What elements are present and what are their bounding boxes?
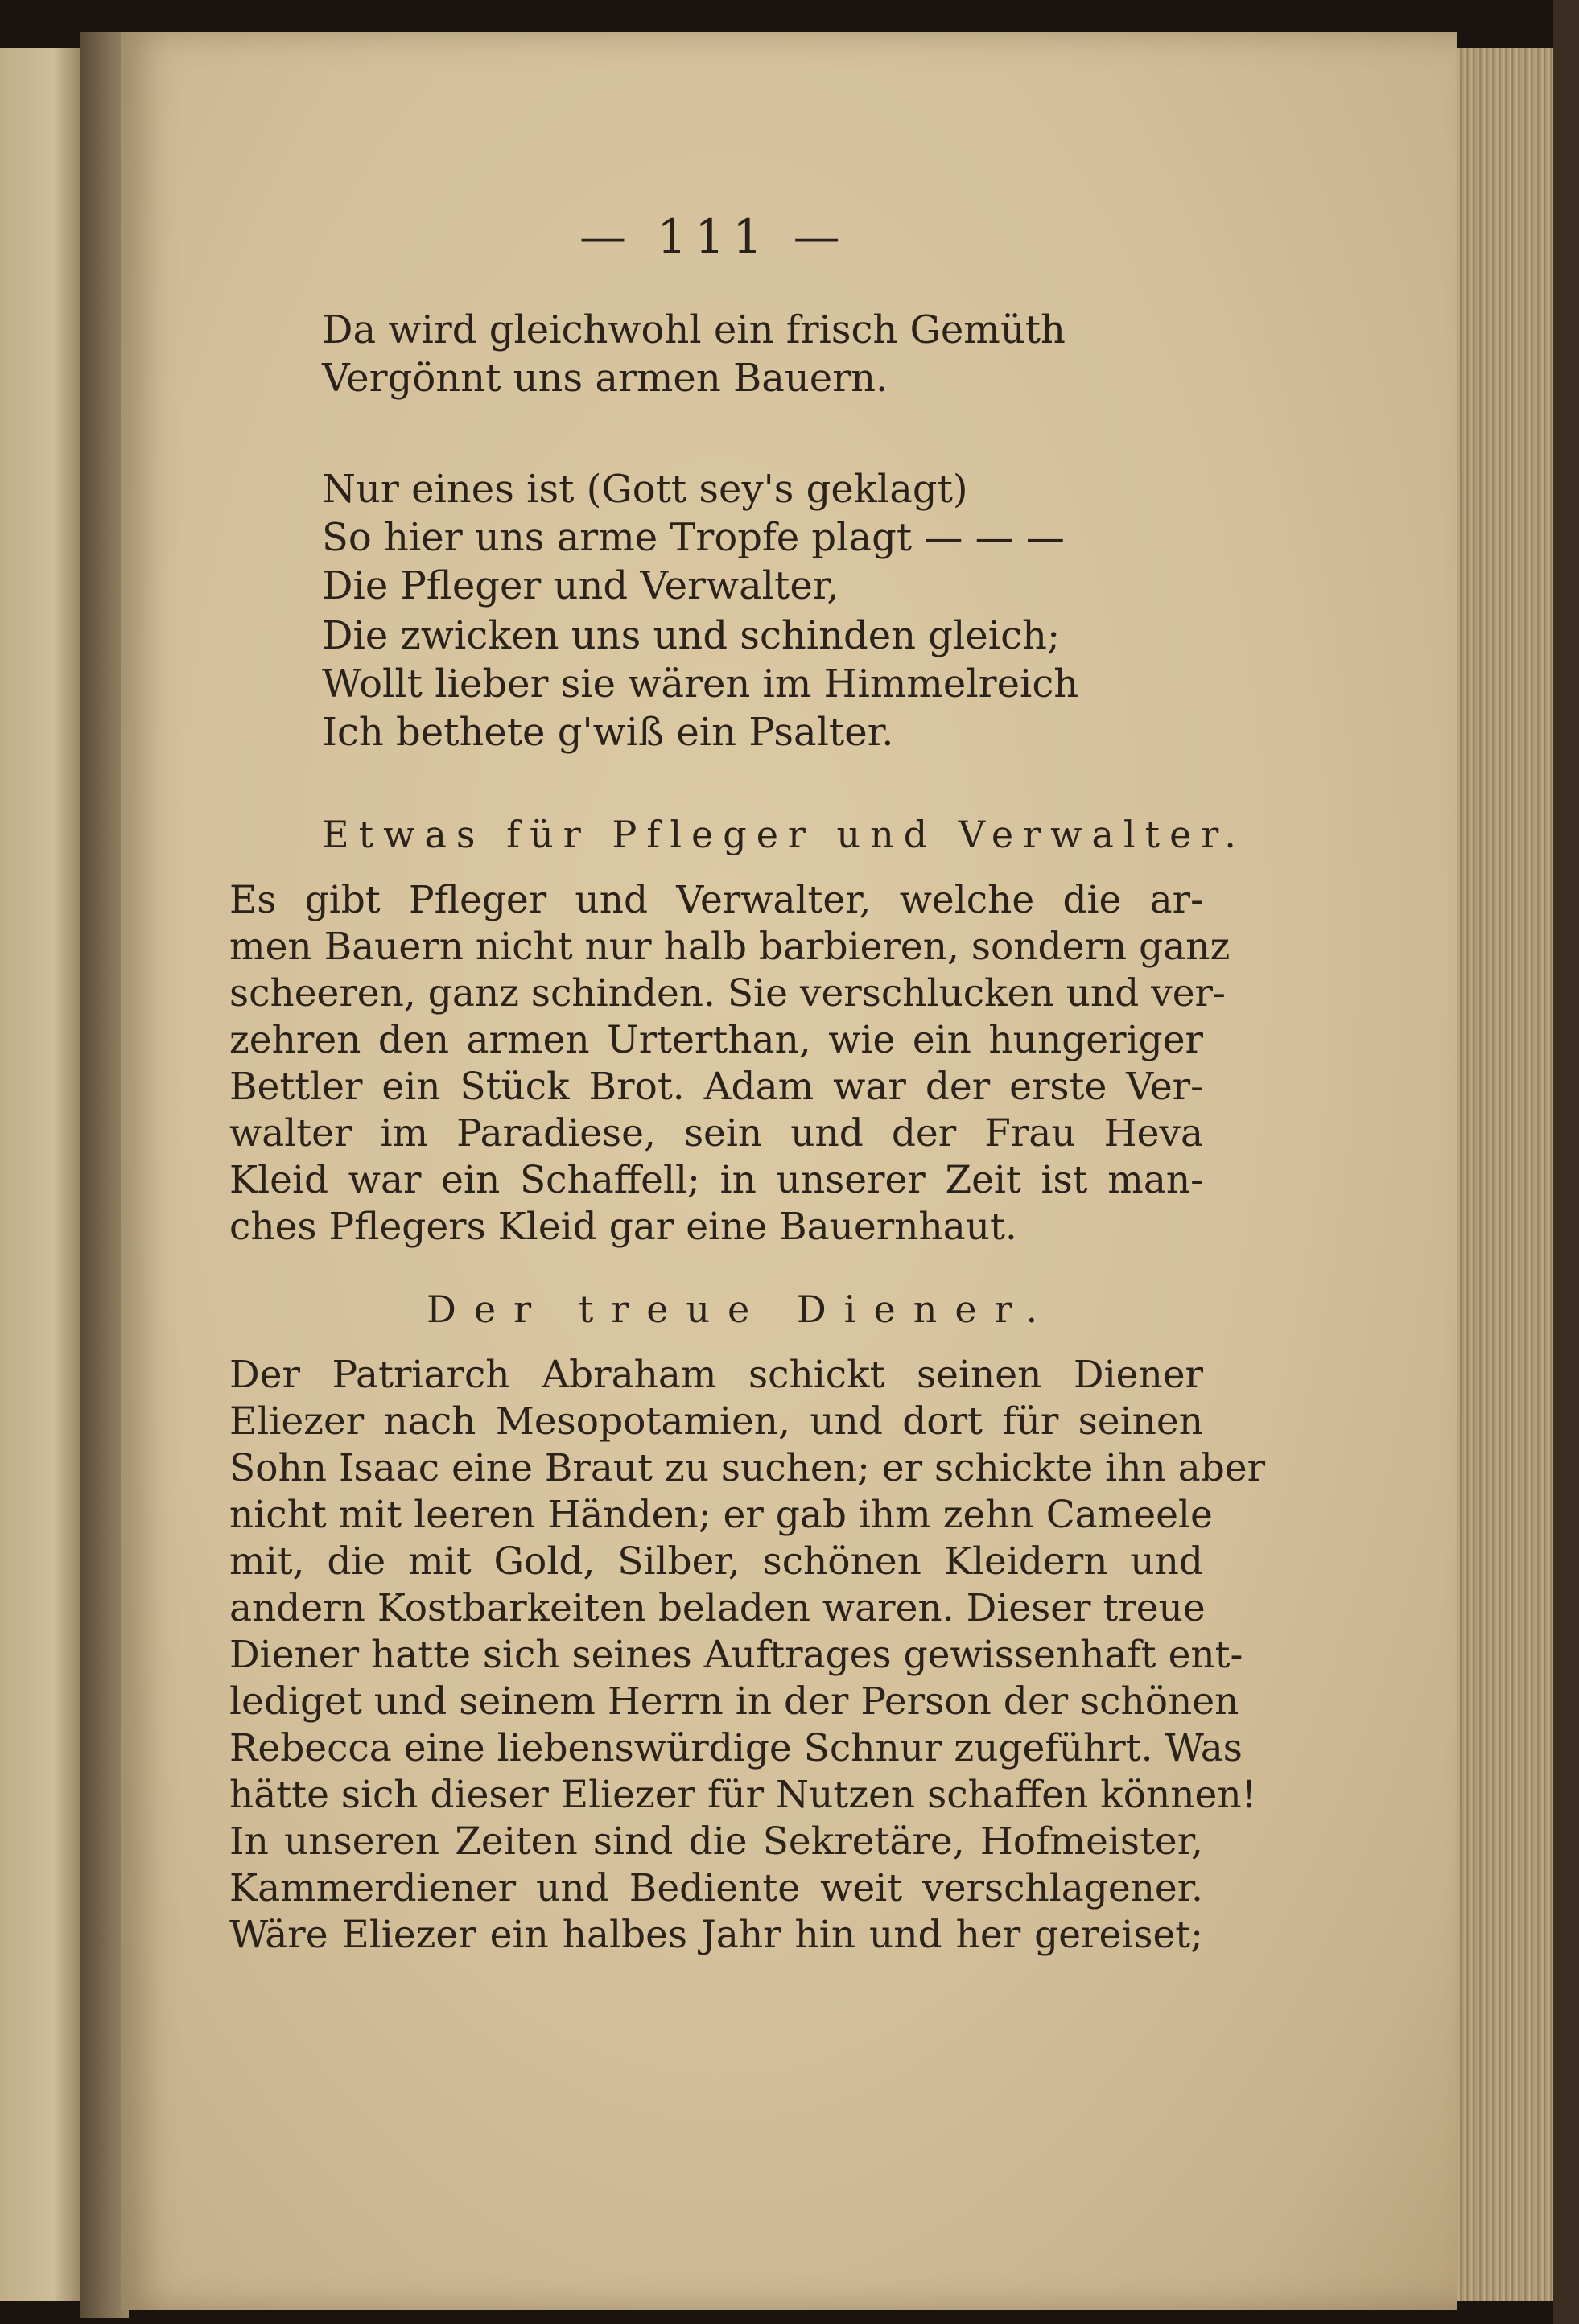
paragraph <box>229 877 1231 1251</box>
verse-line: Ich bethete g'wiß ein Psalter. <box>322 710 894 755</box>
paragraph-line: andern Kostbarkeiten beladen waren. Dieser treue <box>229 1586 1206 1630</box>
paragraph-line: lediget und seinem Herrn in der Person der schönen <box>229 1679 1239 1724</box>
paragraph-line: men Bauern nicht nur halb barbieren, sondern ganz <box>229 925 1231 969</box>
page-edges <box>1457 48 1553 2301</box>
paragraph-line: scheeren, ganz schinden. Sie verschlucken und ver- <box>229 971 1226 1016</box>
paragraph-line: zehren den armen Urterthan, wie ein hungeriger <box>229 1018 1203 1062</box>
section-heading: Der treue Diener. <box>427 1288 1056 1331</box>
paragraph-line: walter im Paradiese, sein und der Frau Heva <box>229 1111 1203 1156</box>
paragraph-line: In unseren Zeiten sind die Sekretäre, Hofmeister, <box>229 1819 1203 1864</box>
paragraph-line: ches Pflegers Kleid gar eine Bauernhaut. <box>229 1205 1017 1249</box>
page-number: — 111 — <box>579 209 848 264</box>
verse-line: Vergönnt uns armen Bauern. <box>322 356 888 401</box>
verse-line: Da wird gleichwohl ein frisch Gemüth <box>322 307 1066 352</box>
left-facing-page <box>0 48 89 2301</box>
section-heading: Etwas für Pfleger und Verwalter. <box>322 813 1246 856</box>
verse-line: So hier uns arme Tropfe plagt — — — <box>322 515 1065 560</box>
paragraph-line: Eliezer nach Mesopotamien, und dort für seinen <box>229 1399 1203 1444</box>
paragraph-line: Kleid war ein Schaffell; in unserer Zeit ist man- <box>229 1158 1203 1202</box>
paragraph-line: Kammerdiener und Bediente weit verschlagener. <box>229 1866 1203 1910</box>
verse-line: Die Pfleger und Verwalter, <box>322 563 839 608</box>
paragraph-line: Sohn Isaac eine Braut zu suchen; er schickte ihn aber <box>229 1446 1266 1490</box>
paragraph-line: hätte sich dieser Eliezer für Nutzen schaffen können! <box>229 1773 1257 1817</box>
paragraph-line: Der Patriarch Abraham schickt seinen Diener <box>229 1353 1203 1397</box>
paragraph-line: Es gibt Pfleger und Verwalter, welche die ar- <box>229 878 1203 922</box>
verse-line: Nur eines ist (Gott sey's geklagt) <box>322 467 968 512</box>
paragraph-line: nicht mit leeren Händen; er gab ihm zehn Cameele <box>229 1493 1213 1537</box>
paragraph-line: mit, die mit Gold, Silber, schönen Kleidern und <box>229 1539 1203 1584</box>
paragraph-line: Bettler ein Stück Brot. Adam war der erste Ver- <box>229 1065 1203 1109</box>
book-cover-edge <box>1553 0 1579 2324</box>
verse-line: Die zwicken uns und schinden gleich; <box>322 613 1061 658</box>
verse-line: Wollt lieber sie wären im Himmelreich <box>322 661 1079 707</box>
paragraph <box>229 1352 1266 1959</box>
paragraph-line: Diener hatte sich seines Auftrages gewissenhaft ent- <box>229 1633 1243 1677</box>
paragraph-line: Wäre Eliezer ein halbes Jahr hin und her gereiset; <box>229 1913 1203 1957</box>
paragraph-line: Rebecca eine liebenswürdige Schnur zugeführt. Was <box>229 1726 1243 1770</box>
